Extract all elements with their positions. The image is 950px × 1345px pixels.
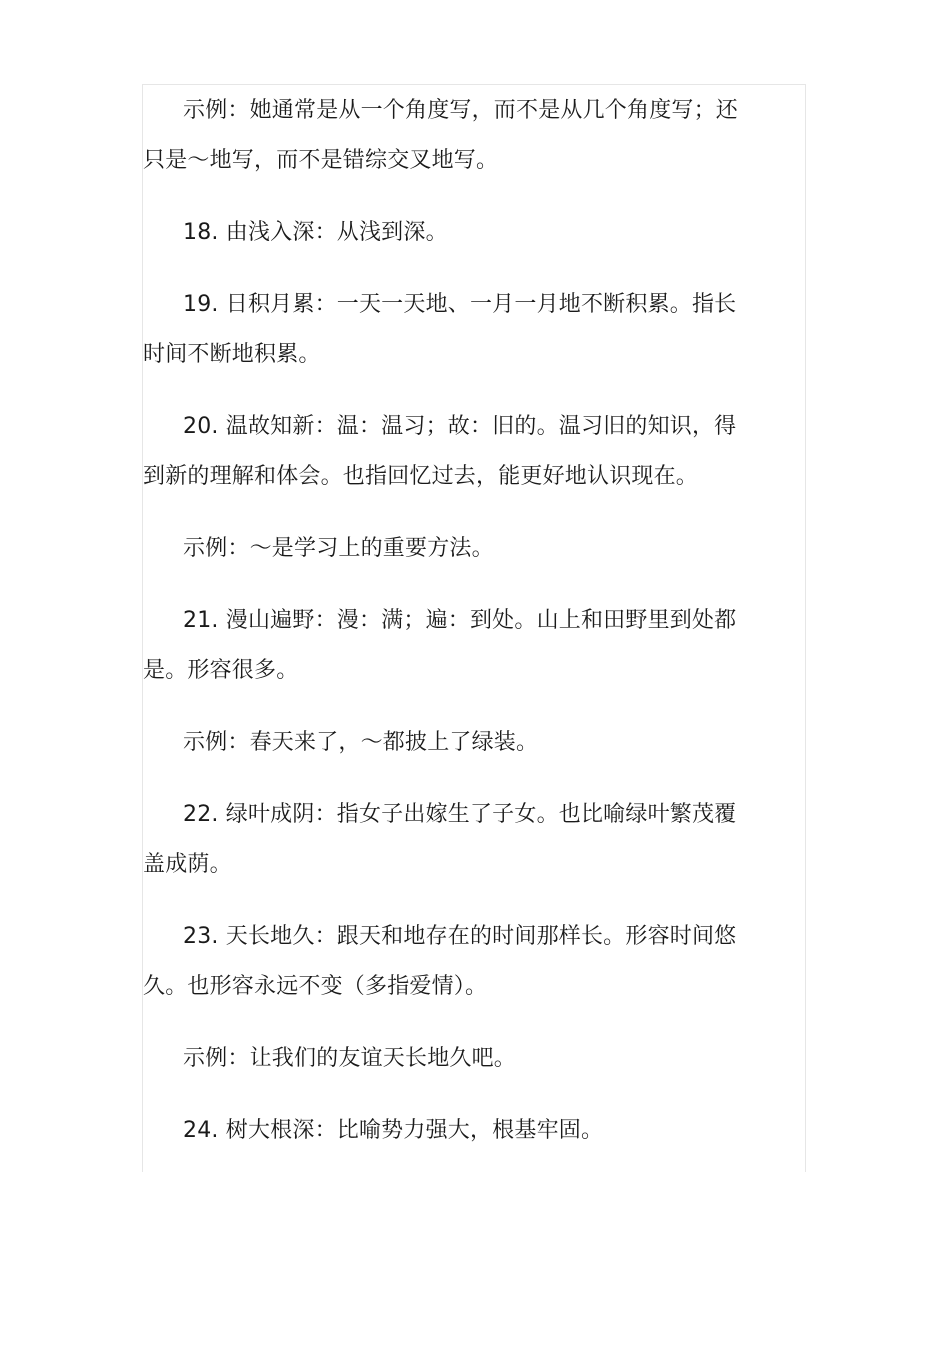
document-body — [143, 86, 749, 1178]
paragraph-example-friendship: 示例：让我们的友谊天长地久吧。 — [183, 1046, 517, 1071]
paragraph-19: 19. 日积月累：一天一天地、一月一月地不断积累。指长时间不断地积累。 — [143, 292, 737, 367]
paragraph-23: 23. 天长地久：跟天和地存在的时间那样长。形容时间悠久。也形容永远不变（多指爱情）。 — [143, 924, 737, 999]
paragraph-example-spring: 示例：春天来了，～都披上了绿装。 — [183, 730, 539, 755]
paragraph-22: 22. 绿叶成阴：指女子出嫁生了子女。也比喻绿叶繁茂覆盖成荫。 — [143, 802, 737, 877]
paragraph-20: 20. 温故知新：温：温习；故：旧的。温习旧的知识，得到新的理解和体会。也指回忆过去，能更好地认识现在。 — [143, 414, 737, 489]
paragraph-example-study: 示例：～是学习上的重要方法。 — [183, 536, 494, 561]
paragraph-24: 24. 树大根深：比喻势力强大，根基牢固。 — [183, 1118, 604, 1143]
paragraph-21: 21. 漫山遍野：漫：满；遍：到处。山上和田野里到处都是。形容很多。 — [143, 608, 737, 683]
paragraph-18: 18. 由浅入深：从浅到深。 — [183, 220, 448, 245]
paragraph-example-writing: 示例：她通常是从一个角度写，而不是从几个角度写；还只是～地写，而不是错综交叉地写。 — [143, 98, 739, 173]
